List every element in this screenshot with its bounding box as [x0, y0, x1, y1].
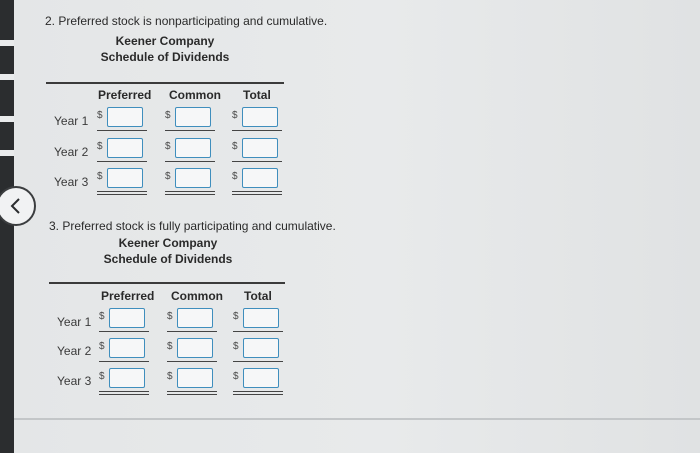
dollar-sign: $: [167, 311, 173, 322]
preferred-cell-year-3: [99, 368, 149, 396]
company-name: Keener Company: [115, 34, 215, 48]
schedule-title: Schedule of Dividends: [103, 252, 233, 266]
dollar-sign: $: [99, 371, 105, 382]
row-label-year-3: Year 3: [54, 175, 89, 189]
dollar-sign: $: [232, 141, 238, 152]
col-header-total: Total: [243, 88, 271, 102]
col-header-preferred: Preferred: [98, 88, 152, 102]
dollar-sign: $: [165, 141, 171, 152]
common-cell-year-1: [167, 308, 217, 336]
dollar-sign: $: [99, 311, 105, 322]
page-divider: [14, 418, 700, 420]
total-input-year-3[interactable]: [243, 368, 279, 388]
cell-underline: [167, 391, 217, 392]
cell-underline: [233, 361, 283, 362]
dollar-sign: $: [97, 110, 103, 121]
total-input-year-1[interactable]: [243, 308, 279, 328]
dollar-sign: $: [167, 341, 173, 352]
col-header-common: Common: [171, 289, 223, 303]
col-header-preferred: Preferred: [101, 289, 155, 303]
common-cell-year-2: [167, 338, 217, 366]
schedule-title: Schedule of Dividends: [100, 50, 230, 64]
total-cell-year-3: [233, 368, 283, 396]
cell-underline: [167, 331, 217, 332]
preferred-input-year-3[interactable]: [109, 368, 145, 388]
total-input-year-2[interactable]: [243, 338, 279, 358]
dollar-sign: $: [97, 141, 103, 152]
dollar-sign: $: [165, 110, 171, 121]
total-cell-year-1: [233, 308, 283, 336]
row-label-year-2: Year 2: [57, 344, 92, 358]
dollar-sign: $: [97, 171, 103, 182]
preferred-cell-year-2: [99, 338, 149, 366]
cell-underline: [233, 391, 283, 392]
common-input-year-3[interactable]: [177, 368, 213, 388]
common-cell-year-3: [167, 368, 217, 396]
company-name: Keener Company: [118, 236, 218, 250]
common-input-year-1[interactable]: [177, 308, 213, 328]
cell-underline: [99, 391, 149, 392]
row-label-year-3: Year 3: [57, 374, 92, 388]
dollar-sign: $: [233, 311, 239, 322]
cell-double-underline: [233, 394, 283, 395]
preferred-input-year-1[interactable]: [109, 308, 145, 328]
preferred-input-year-2[interactable]: [109, 338, 145, 358]
table-rule: [49, 282, 285, 284]
cell-double-underline: [167, 394, 217, 395]
row-label-year-1: Year 1: [57, 315, 92, 329]
dollar-sign: $: [165, 171, 171, 182]
cell-underline: [167, 361, 217, 362]
dollar-sign: $: [99, 341, 105, 352]
dollar-sign: $: [232, 171, 238, 182]
col-header-total: Total: [244, 289, 272, 303]
dollar-sign: $: [233, 371, 239, 382]
common-input-year-2[interactable]: [177, 338, 213, 358]
dollar-sign: $: [233, 341, 239, 352]
question-text: 2. Preferred stock is nonparticipating and cumulative.: [45, 14, 328, 28]
dollar-sign: $: [167, 371, 173, 382]
row-label-year-2: Year 2: [54, 145, 89, 159]
preferred-cell-year-1: [99, 308, 149, 336]
cell-double-underline: [99, 394, 149, 395]
cell-underline: [99, 331, 149, 332]
cell-underline: [99, 361, 149, 362]
dollar-sign: $: [232, 110, 238, 121]
row-label-year-1: Year 1: [54, 114, 89, 128]
cell-underline: [233, 331, 283, 332]
question-text: 3. Preferred stock is fully participating and cumulative.: [49, 219, 336, 233]
total-cell-year-2: [233, 338, 283, 366]
col-header-common: Common: [169, 88, 221, 102]
